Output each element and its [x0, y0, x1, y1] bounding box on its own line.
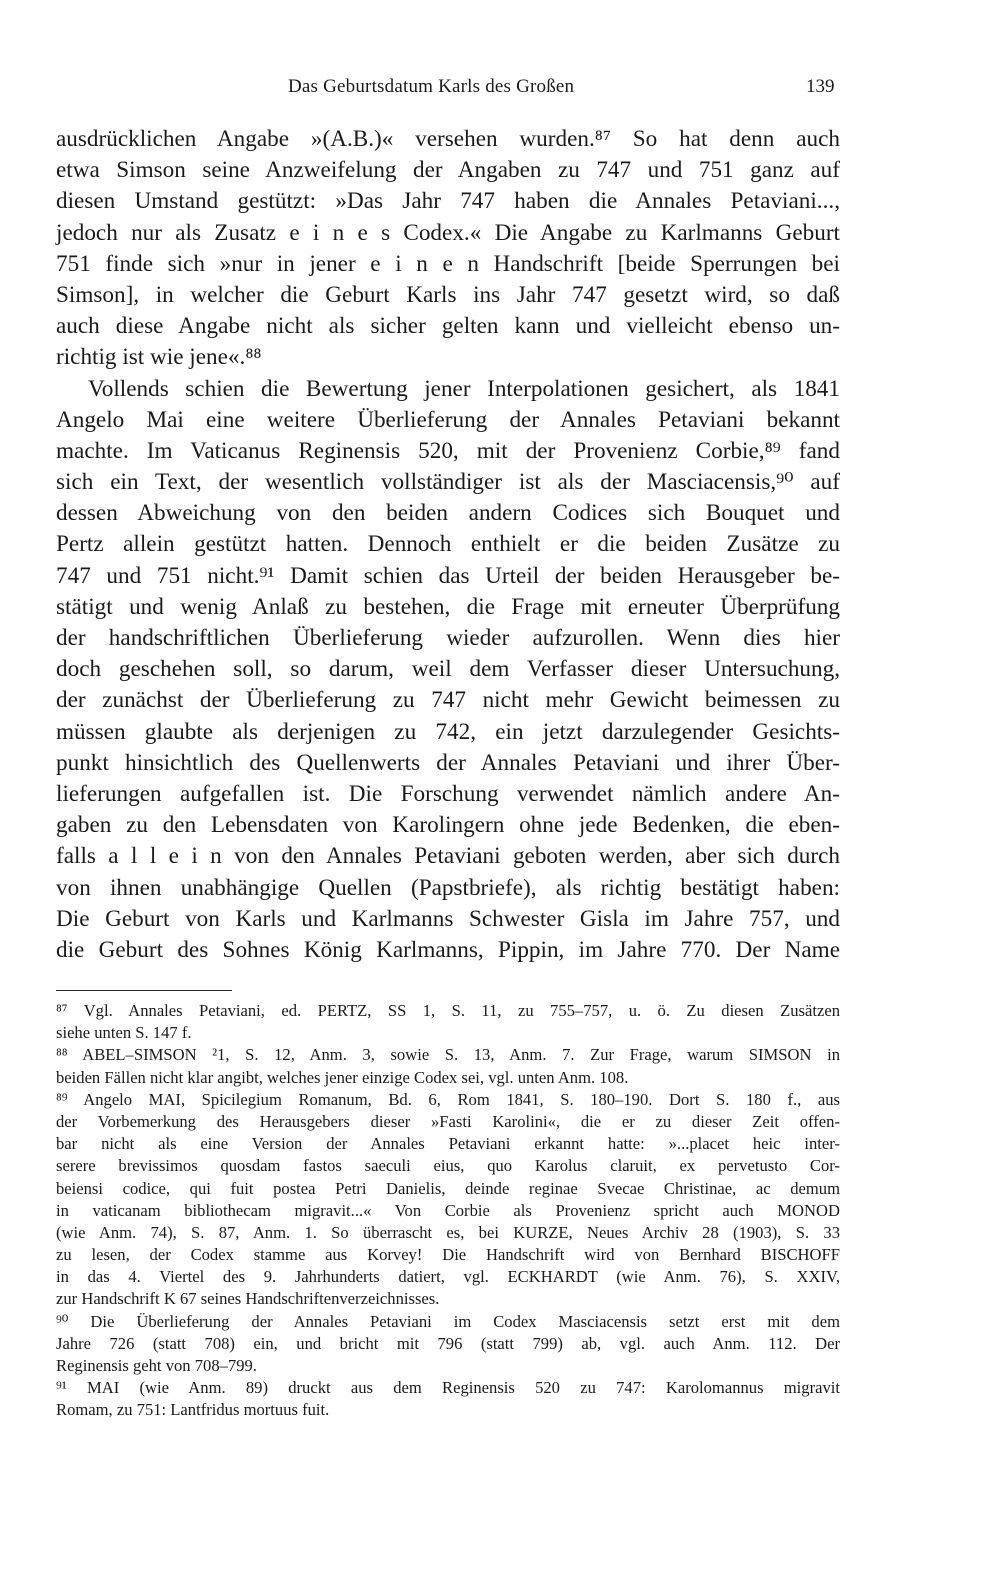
footnote-line: zur Handschrift K 67 seines Handschriftenverzeichnisses. [56, 1289, 440, 1309]
running-title: Das Geburtsdatum Karls des Großen [288, 76, 575, 97]
text-line: 751 finde sich »nur in jener e i n e n Handschrift [beide Sperrungen bei [56, 250, 840, 277]
footnote-divider [56, 990, 232, 991]
text-line: Angelo Mai eine weitere Überlieferung der Annales Petaviani bekannt [56, 406, 840, 433]
text-line: auch diese Angabe nicht als sicher gelten kann und vielleicht ebenso un- [56, 313, 840, 340]
text-line: der zunächst der Überlieferung zu 747 nicht mehr Gewicht beimessen zu [56, 687, 840, 714]
footnote-line: beiden Fällen nicht klar angibt, welches jener einzige Codex sei, vgl. unten Anm. 108. [56, 1067, 629, 1087]
text-line: Pertz allein gestützt hatten. Dennoch enthielt er die beiden Zusätze zu [56, 531, 840, 558]
text-line: müssen glaubte als derjenigen zu 742, ein jetzt darzulegender Gesichts- [56, 718, 840, 745]
footnote-line: beiensi codice, qui fuit postea Petri Danielis, deinde reginae Svecae Christinae, ac demum [56, 1178, 840, 1198]
text-line: gaben zu den Lebensdaten von Karolingern ohne jede Bedenken, die eben- [56, 812, 840, 839]
text-line: richtig ist wie jene«.⁸⁸ [56, 344, 262, 371]
footnote-line: ⁸⁸ ABEL–SIMSON ²1, S. 12, Anm. 3, sowie S. 13, Anm. 7. Zur Frage, warum SIMSON in [56, 1045, 840, 1065]
footnote-line: in vaticanam bibliothecam migravit...« Von Corbie als Provenienz spricht auch MONOD [56, 1200, 840, 1220]
main-text [56, 124, 840, 966]
footnote-line: der Vorbemerkung des Herausgebers dieser »Fasti Karolini«, die er zu dieser Zeit offen- [56, 1111, 840, 1131]
text-line: stätigt und wenig Anlaß zu bestehen, die Frage mit erneuter Überprüfung [56, 593, 840, 620]
page-number: 139 [806, 76, 835, 97]
text-line: lieferungen aufgefallen ist. Die Forschung verwendet nämlich andere An- [56, 780, 840, 807]
text-line: punkt hinsichtlich des Quellenwerts der Annales Petaviani und ihrer Über- [56, 749, 840, 776]
footnote-line: ⁸⁷ Vgl. Annales Petaviani, ed. PERTZ, SS 1, S. 11, zu 755–757, u. ö. Zu diesen Zusätzen [56, 1001, 840, 1020]
footnote-line: Reginensis geht von 708–799. [56, 1356, 257, 1375]
text-line: falls a l l e i n von den Annales Petaviani geboten werden, aber sich durch [56, 843, 840, 870]
footnote-line: siehe unten S. 147 f. [56, 1023, 192, 1043]
text-line: ausdrücklichen Angabe »(A.B.)« versehen wurden.⁸⁷ So hat denn auch [56, 126, 840, 152]
footnote-line: ⁸⁹ Angelo MAI, Spicilegium Romanum, Bd. 6, Rom 1841, S. 180–190. Dort S. 180 f., aus [56, 1089, 840, 1109]
page-header [0, 76, 1000, 106]
footnote-line: (wie Anm. 74), S. 87, Anm. 1. So überrascht es, bei KURZE, Neues Archiv 28 (1903), S. 33 [56, 1222, 840, 1242]
text-line: Simson], in welcher die Geburt Karls ins Jahr 747 gesetzt wird, so daß [56, 281, 840, 308]
text-line: machte. Im Vaticanus Reginensis 520, mit der Provenienz Corbie,⁸⁹ fand [56, 437, 840, 464]
footnote-line: ⁹¹ MAI (wie Anm. 89) druckt aus dem Reginensis 520 zu 747: Karolomannus migravit [56, 1378, 840, 1398]
footnote-line: bar nicht als eine Version der Annales Petaviani erkannt hatte: »...placet heic inter- [56, 1134, 840, 1154]
text-line: 747 und 751 nicht.⁹¹ Damit schien das Urteil der beiden Herausgeber be- [56, 562, 840, 589]
footnote-line: Romam, zu 751: Lantfridus mortuus fuit. [56, 1400, 330, 1420]
footnote-line: Jahre 726 (statt 708) ein, und bricht mit 796 (statt 799) ab, vgl. auch Anm. 112. Der [56, 1333, 840, 1353]
text-line: dessen Abweichung von den beiden andern Codices sich Bouquet und [56, 500, 840, 527]
text-line: diesen Umstand gestützt: »Das Jahr 747 haben die Annales Petaviani..., [56, 188, 840, 215]
footnote-line: zu lesen, der Codex stamme aus Korvey! Die Handschrift wird von Bernhard BISCHOFF [56, 1245, 840, 1265]
footnote-line: ⁹⁰ Die Überlieferung der Annales Petaviani im Codex Masciacensis setzt erst mit dem [56, 1311, 840, 1331]
text-line: die Geburt des Sohnes König Karlmanns, Pippin, im Jahre 770. Der Name [56, 936, 840, 963]
text-line: von ihnen unabhängige Quellen (Papstbriefe), als richtig bestätigt haben: [56, 874, 840, 901]
footnote-line: serere brevissimos quosdam fastos saeculi eius, quo Karolus claruit, ex pervetusto Cor- [56, 1156, 840, 1176]
text-line: etwa Simson seine Anzweifelung der Angaben zu 747 und 751 ganz auf [56, 157, 840, 184]
text-line: jedoch nur als Zusatz e i n e s Codex.« Die Angabe zu Karlmanns Geburt [56, 219, 840, 246]
text-line: der handschriftlichen Überlieferung wieder aufzurollen. Wenn dies hier [56, 625, 840, 651]
footnote-line: in das 4. Viertel des 9. Jahrhunderts datiert, vgl. ECKHARDT (wie Anm. 76), S. XXIV, [56, 1267, 840, 1287]
text-line: doch geschehen soll, so darum, weil dem Verfasser dieser Untersuchung, [56, 656, 840, 683]
footnotes [56, 1000, 840, 1422]
text-line: Die Geburt von Karls und Karlmanns Schwester Gisla im Jahre 757, und [56, 905, 840, 932]
text-line: sich ein Text, der wesentlich vollständiger ist als der Masciacensis,⁹⁰ auf [56, 469, 840, 496]
text-line: Vollends schien die Bewertung jener Interpolationen gesichert, als 1841 [88, 375, 840, 402]
